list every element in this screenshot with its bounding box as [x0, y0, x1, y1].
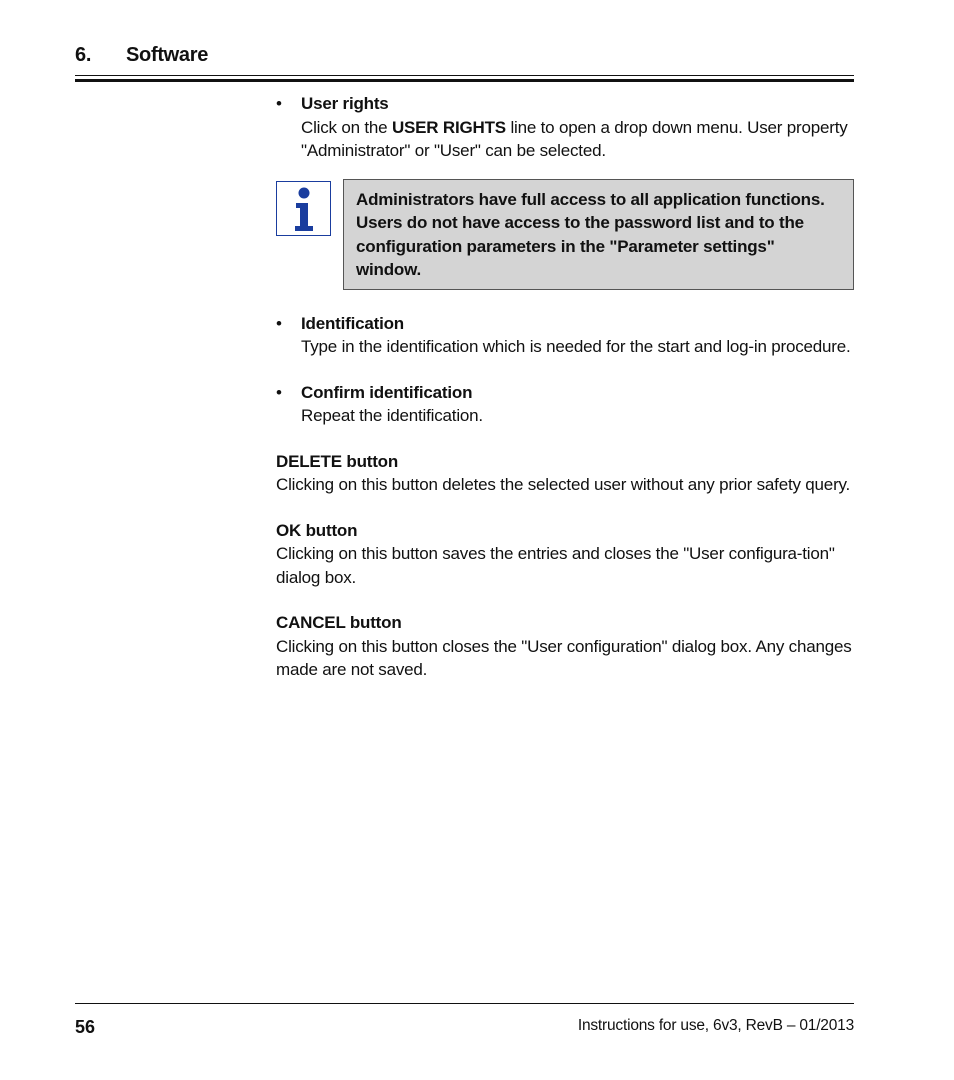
bullet-dot: • — [276, 94, 282, 113]
bullet-title: Identification — [301, 313, 404, 333]
section-title: OK button — [276, 520, 358, 540]
section-title: DELETE button — [276, 451, 399, 471]
section-text: Clicking on this button deletes the selected user without any prior safety query. — [276, 475, 851, 494]
bullet-identification — [276, 312, 856, 359]
footer-document-info: Instructions for use, 6v3, RevB – 01/2013 — [577, 1017, 854, 1034]
bullet-text — [301, 116, 856, 163]
chapter-number: 6. — [75, 44, 92, 66]
page-number: 56 — [75, 1017, 96, 1037]
text-before: Click on the — [301, 117, 392, 137]
chapter-title: Software — [126, 44, 209, 66]
section-delete-button — [276, 450, 856, 497]
info-icon — [276, 181, 331, 236]
footer-rule — [75, 1003, 854, 1004]
section-text: Clicking on this button closes the "User configuration" dialog box. Any changes made are not saved. — [276, 636, 852, 679]
bullet-text: Type in the identification which is needed for the start and log-in procedure. — [301, 337, 851, 356]
bullet-text: Repeat the identification. — [301, 406, 483, 425]
bullet-title: User rights — [301, 94, 389, 113]
bullet-user-rights — [276, 92, 856, 163]
section-ok-button — [276, 519, 856, 590]
section-text: Clicking on this button saves the entries and closes the "User configura-tion" dialog box. — [276, 544, 835, 587]
bullet-dot: • — [276, 313, 282, 333]
info-note — [276, 179, 856, 290]
main-content — [276, 92, 856, 704]
bullet-title: Confirm identification — [301, 382, 473, 402]
bullet-dot: • — [276, 382, 282, 402]
header-rule — [75, 75, 854, 82]
user-rights-keyword: USER RIGHTS — [391, 117, 506, 137]
bullet-confirm-identification — [276, 381, 856, 428]
section-cancel-button — [276, 611, 856, 682]
section-title: CANCEL button — [276, 613, 402, 632]
note-text: Administrators have full access to all application functions. Users do not have access to the password list and to the configuration parameters in the "Parameter settings" window. — [343, 179, 854, 290]
text-after: line to open a drop down menu. User property "Administrator" or "User" can be selected. — [301, 117, 848, 160]
